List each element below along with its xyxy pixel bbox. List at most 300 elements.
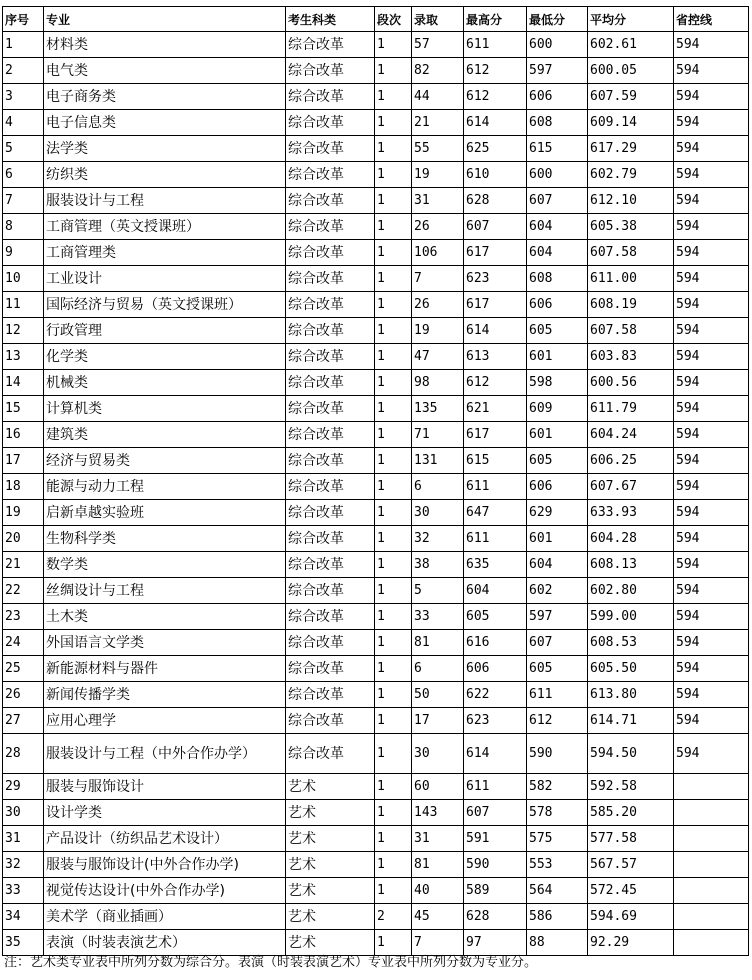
table-cell: 14 xyxy=(3,370,44,396)
table-cell: 599.00 xyxy=(588,604,674,630)
table-row xyxy=(3,266,749,292)
table-cell: 600.56 xyxy=(588,370,674,396)
table-cell: 607 xyxy=(464,800,527,826)
table-cell: 625 xyxy=(464,136,527,162)
table-cell: 31 xyxy=(3,826,44,852)
table-cell: 1 xyxy=(375,58,412,84)
table-cell: 131 xyxy=(412,448,464,474)
table-cell: 7 xyxy=(412,266,464,292)
table-cell: 594 xyxy=(674,500,749,526)
table-cell: 92.29 xyxy=(588,930,674,956)
table-cell: 606.25 xyxy=(588,448,674,474)
table-cell: 艺术 xyxy=(286,826,375,852)
table-cell: 服装与服饰设计(中外合作办学) xyxy=(44,852,286,878)
table-cell: 143 xyxy=(412,800,464,826)
table-cell: 594 xyxy=(674,630,749,656)
table-cell: 607 xyxy=(527,188,588,214)
table-cell: 1 xyxy=(375,266,412,292)
table-cell: 32 xyxy=(3,852,44,878)
table-cell: 艺术 xyxy=(286,800,375,826)
table-cell: 606 xyxy=(527,292,588,318)
table-cell: 5 xyxy=(3,136,44,162)
table-cell: 工业设计 xyxy=(44,266,286,292)
table-cell: 艺术 xyxy=(286,930,375,956)
table-cell: 1 xyxy=(375,656,412,682)
table-cell: 8 xyxy=(3,214,44,240)
table-cell: 1 xyxy=(375,292,412,318)
table-cell: 综合改革 xyxy=(286,292,375,318)
table-row xyxy=(3,682,749,708)
table-cell: 综合改革 xyxy=(286,422,375,448)
table-cell: 综合改革 xyxy=(286,32,375,58)
table-cell: 纺织类 xyxy=(44,162,286,188)
table-cell: 611 xyxy=(464,774,527,800)
table-cell: 23 xyxy=(3,604,44,630)
table-cell: 20 xyxy=(3,526,44,552)
table-cell: 丝绸设计与工程 xyxy=(44,578,286,604)
table-cell: 28 xyxy=(3,734,44,774)
table-cell: 605.50 xyxy=(588,656,674,682)
table-cell: 600 xyxy=(527,162,588,188)
table-cell: 601 xyxy=(527,422,588,448)
column-header: 考生科类 xyxy=(286,7,375,32)
table-cell: 综合改革 xyxy=(286,318,375,344)
table-cell: 594 xyxy=(674,214,749,240)
table-cell: 594 xyxy=(674,552,749,578)
table-cell: 30 xyxy=(412,500,464,526)
table-row xyxy=(3,526,749,552)
table-row xyxy=(3,110,749,136)
table-cell: 594 xyxy=(674,448,749,474)
table-cell: 608.13 xyxy=(588,552,674,578)
table-row xyxy=(3,878,749,904)
table-cell: 572.45 xyxy=(588,878,674,904)
table-cell: 609 xyxy=(527,396,588,422)
table-cell: 6 xyxy=(412,474,464,500)
table-cell: 594 xyxy=(674,734,749,774)
table-row xyxy=(3,800,749,826)
table-cell: 97 xyxy=(464,930,527,956)
table-cell: 31 xyxy=(412,188,464,214)
table-cell: 启新卓越实验班 xyxy=(44,500,286,526)
table-cell: 生物科学类 xyxy=(44,526,286,552)
table-cell: 综合改革 xyxy=(286,500,375,526)
table-cell: 24 xyxy=(3,630,44,656)
table-cell: 1 xyxy=(375,474,412,500)
table-cell: 30 xyxy=(412,734,464,774)
table-cell: 635 xyxy=(464,552,527,578)
table-cell: 综合改革 xyxy=(286,84,375,110)
table-row xyxy=(3,84,749,110)
table-row xyxy=(3,188,749,214)
table-header xyxy=(3,7,749,32)
table-cell: 1 xyxy=(375,604,412,630)
table-cell: 612 xyxy=(464,370,527,396)
table-cell: 628 xyxy=(464,904,527,930)
table-cell: 600.05 xyxy=(588,58,674,84)
table-row xyxy=(3,630,749,656)
table-cell: 606 xyxy=(527,474,588,500)
table-cell: 590 xyxy=(464,852,527,878)
table-cell: 60 xyxy=(412,774,464,800)
table-cell: 35 xyxy=(3,930,44,956)
table-cell: 综合改革 xyxy=(286,578,375,604)
table-cell: 594 xyxy=(674,240,749,266)
table-cell: 604 xyxy=(527,552,588,578)
table-cell: 607.59 xyxy=(588,84,674,110)
table-cell: 建筑类 xyxy=(44,422,286,448)
table-cell: 综合改革 xyxy=(286,370,375,396)
table-cell: 国际经济与贸易（英文授课班） xyxy=(44,292,286,318)
table-cell: 1 xyxy=(375,682,412,708)
table-cell: 31 xyxy=(412,826,464,852)
table-cell: 10 xyxy=(3,266,44,292)
table-cell: 617 xyxy=(464,240,527,266)
table-cell: 610 xyxy=(464,162,527,188)
table-cell: 1 xyxy=(375,800,412,826)
table-cell: 135 xyxy=(412,396,464,422)
table-row xyxy=(3,734,749,774)
table-cell: 综合改革 xyxy=(286,266,375,292)
table-cell: 产品设计（纺织品艺术设计） xyxy=(44,826,286,852)
table-cell: 604 xyxy=(527,214,588,240)
table-cell: 578 xyxy=(527,800,588,826)
table-cell: 629 xyxy=(527,500,588,526)
table-cell: 594 xyxy=(674,110,749,136)
table-cell: 611 xyxy=(464,474,527,500)
table-cell: 605 xyxy=(464,604,527,630)
table-cell: 26 xyxy=(412,292,464,318)
table-row xyxy=(3,370,749,396)
table-cell: 33 xyxy=(412,604,464,630)
table-cell: 综合改革 xyxy=(286,448,375,474)
table-cell: 603.83 xyxy=(588,344,674,370)
table-cell: 6 xyxy=(412,656,464,682)
table-cell: 30 xyxy=(3,800,44,826)
table-cell: 81 xyxy=(412,852,464,878)
table-cell: 综合改革 xyxy=(286,552,375,578)
table-cell: 27 xyxy=(3,708,44,734)
table-cell: 605 xyxy=(527,656,588,682)
table-cell: 106 xyxy=(412,240,464,266)
table-cell: 594 xyxy=(674,682,749,708)
table-cell: 32 xyxy=(412,526,464,552)
table-cell: 614 xyxy=(464,110,527,136)
table-cell: 计算机类 xyxy=(44,396,286,422)
table-cell: 1 xyxy=(375,734,412,774)
table-cell: 工商管理类 xyxy=(44,240,286,266)
table-cell: 594 xyxy=(674,708,749,734)
table-cell: 594.50 xyxy=(588,734,674,774)
table-cell: 607.58 xyxy=(588,240,674,266)
table-cell: 602.80 xyxy=(588,578,674,604)
table-cell: 应用心理学 xyxy=(44,708,286,734)
table-cell: 1 xyxy=(375,370,412,396)
table-cell: 604.24 xyxy=(588,422,674,448)
table-cell: 594 xyxy=(674,318,749,344)
footnote: 注：艺术类专业表中所列分数为综合分。表演（时装表演艺术）专业表中所列分数为专业分。 xyxy=(4,955,538,970)
table-cell: 609.14 xyxy=(588,110,674,136)
table-cell: 608 xyxy=(527,266,588,292)
table-cell: 647 xyxy=(464,500,527,526)
table-cell: 594 xyxy=(674,396,749,422)
table-cell: 594 xyxy=(674,84,749,110)
table-cell: 1 xyxy=(375,136,412,162)
table-cell: 33 xyxy=(3,878,44,904)
table-cell: 2 xyxy=(375,904,412,930)
table-cell: 综合改革 xyxy=(286,136,375,162)
table-cell: 5 xyxy=(412,578,464,604)
table-cell: 16 xyxy=(3,422,44,448)
table-cell: 612 xyxy=(527,708,588,734)
table-cell: 19 xyxy=(412,162,464,188)
column-header: 序号 xyxy=(3,7,44,32)
table-cell: 美术学（商业插画） xyxy=(44,904,286,930)
table-cell: 1 xyxy=(375,826,412,852)
table-cell: 1 xyxy=(375,32,412,58)
table-cell: 1 xyxy=(375,930,412,956)
table-cell: 艺术 xyxy=(286,904,375,930)
table-row xyxy=(3,422,749,448)
table-row xyxy=(3,774,749,800)
table-cell: 617 xyxy=(464,422,527,448)
column-header: 段次 xyxy=(375,7,412,32)
table-row xyxy=(3,162,749,188)
table-cell: 608.19 xyxy=(588,292,674,318)
table-cell: 材料类 xyxy=(44,32,286,58)
table-cell: 艺术 xyxy=(286,852,375,878)
table-row xyxy=(3,852,749,878)
table-cell: 土木类 xyxy=(44,604,286,630)
table-cell: 607.58 xyxy=(588,318,674,344)
table-cell: 1 xyxy=(375,630,412,656)
table-cell: 能源与动力工程 xyxy=(44,474,286,500)
table-cell: 604.28 xyxy=(588,526,674,552)
table-cell: 艺术 xyxy=(286,774,375,800)
table-cell: 综合改革 xyxy=(286,656,375,682)
table-row xyxy=(3,578,749,604)
table-row xyxy=(3,318,749,344)
table-cell: 34 xyxy=(3,904,44,930)
table-cell: 594 xyxy=(674,370,749,396)
table-cell: 594 xyxy=(674,32,749,58)
table-cell: 617 xyxy=(464,292,527,318)
table-cell: 21 xyxy=(412,110,464,136)
table-row xyxy=(3,500,749,526)
table-row xyxy=(3,604,749,630)
table-cell: 614.71 xyxy=(588,708,674,734)
table-cell xyxy=(674,800,749,826)
table-cell: 628 xyxy=(464,188,527,214)
table-cell: 4 xyxy=(3,110,44,136)
table-cell: 577.58 xyxy=(588,826,674,852)
table-cell: 604 xyxy=(527,240,588,266)
table-cell: 机械类 xyxy=(44,370,286,396)
table-cell: 1 xyxy=(375,84,412,110)
table-cell: 6 xyxy=(3,162,44,188)
table-row xyxy=(3,904,749,930)
table-cell: 597 xyxy=(527,58,588,84)
table-body xyxy=(3,32,749,956)
table-cell: 29 xyxy=(3,774,44,800)
table-cell: 594 xyxy=(674,292,749,318)
table-cell: 594.69 xyxy=(588,904,674,930)
table-cell: 71 xyxy=(412,422,464,448)
table-cell: 1 xyxy=(375,578,412,604)
table-cell: 594 xyxy=(674,604,749,630)
table-cell: 18 xyxy=(3,474,44,500)
table-cell: 605.38 xyxy=(588,214,674,240)
table-cell: 590 xyxy=(527,734,588,774)
table-cell: 综合改革 xyxy=(286,682,375,708)
table-cell: 1 xyxy=(375,318,412,344)
admission-scores-table xyxy=(2,6,749,956)
table-cell: 600 xyxy=(527,32,588,58)
table-row xyxy=(3,214,749,240)
table-cell: 1 xyxy=(375,188,412,214)
table-cell: 553 xyxy=(527,852,588,878)
table-cell: 服装设计与工程（中外合作办学） xyxy=(44,734,286,774)
table-cell: 598 xyxy=(527,370,588,396)
table-cell: 614 xyxy=(464,318,527,344)
table-cell: 608 xyxy=(527,110,588,136)
table-cell: 3 xyxy=(3,84,44,110)
table-cell: 2 xyxy=(3,58,44,84)
table-cell: 594 xyxy=(674,136,749,162)
table-cell: 1 xyxy=(375,344,412,370)
table-cell: 611.00 xyxy=(588,266,674,292)
table-row xyxy=(3,32,749,58)
table-cell: 7 xyxy=(3,188,44,214)
table-cell xyxy=(674,878,749,904)
table-cell: 622 xyxy=(464,682,527,708)
header-row xyxy=(3,7,749,32)
table-cell: 电子商务类 xyxy=(44,84,286,110)
column-header: 省控线 xyxy=(674,7,749,32)
table-cell: 57 xyxy=(412,32,464,58)
table-cell: 表演（时装表演艺术） xyxy=(44,930,286,956)
table-cell: 594 xyxy=(674,344,749,370)
table-cell: 1 xyxy=(375,422,412,448)
table-cell: 594 xyxy=(674,188,749,214)
table-cell: 606 xyxy=(464,656,527,682)
table-cell: 综合改革 xyxy=(286,474,375,500)
table-cell: 607 xyxy=(527,630,588,656)
table-cell: 607.67 xyxy=(588,474,674,500)
table-row xyxy=(3,708,749,734)
table-cell: 606 xyxy=(527,84,588,110)
table-cell: 594 xyxy=(674,58,749,84)
table-cell: 602 xyxy=(527,578,588,604)
table-cell: 19 xyxy=(412,318,464,344)
table-cell: 40 xyxy=(412,878,464,904)
table-cell: 602.61 xyxy=(588,32,674,58)
table-cell: 综合改革 xyxy=(286,188,375,214)
table-cell: 26 xyxy=(412,214,464,240)
table-cell: 新能源材料与器件 xyxy=(44,656,286,682)
table-cell: 7 xyxy=(412,930,464,956)
table-cell: 81 xyxy=(412,630,464,656)
table-cell: 1 xyxy=(375,552,412,578)
table-cell: 外国语言文学类 xyxy=(44,630,286,656)
table-cell: 1 xyxy=(375,774,412,800)
table-cell: 616 xyxy=(464,630,527,656)
table-cell: 17 xyxy=(412,708,464,734)
column-header: 平均分 xyxy=(588,7,674,32)
table-cell: 47 xyxy=(412,344,464,370)
table-cell: 604 xyxy=(464,578,527,604)
table-cell: 综合改革 xyxy=(286,526,375,552)
table-cell: 594 xyxy=(674,474,749,500)
table-cell: 综合改革 xyxy=(286,58,375,84)
table-row xyxy=(3,474,749,500)
table-cell: 589 xyxy=(464,878,527,904)
table-cell: 1 xyxy=(3,32,44,58)
table-cell: 586 xyxy=(527,904,588,930)
table-cell: 615 xyxy=(527,136,588,162)
table-cell xyxy=(674,904,749,930)
table-cell: 38 xyxy=(412,552,464,578)
table-cell: 工商管理（英文授课班） xyxy=(44,214,286,240)
table-cell xyxy=(674,826,749,852)
table-cell: 601 xyxy=(527,344,588,370)
table-cell: 594 xyxy=(674,526,749,552)
table-cell: 行政管理 xyxy=(44,318,286,344)
table-cell xyxy=(674,774,749,800)
table-cell: 601 xyxy=(527,526,588,552)
table-cell: 564 xyxy=(527,878,588,904)
table-cell: 综合改革 xyxy=(286,344,375,370)
table-cell: 594 xyxy=(674,162,749,188)
table-cell: 98 xyxy=(412,370,464,396)
table-row xyxy=(3,448,749,474)
table-cell: 综合改革 xyxy=(286,734,375,774)
table-cell: 法学类 xyxy=(44,136,286,162)
table-cell: 综合改革 xyxy=(286,630,375,656)
table-cell: 82 xyxy=(412,58,464,84)
table-cell: 611 xyxy=(464,32,527,58)
table-cell: 化学类 xyxy=(44,344,286,370)
table-cell: 608.53 xyxy=(588,630,674,656)
table-cell: 613.80 xyxy=(588,682,674,708)
table-cell: 611 xyxy=(527,682,588,708)
table-cell: 623 xyxy=(464,708,527,734)
table-row xyxy=(3,656,749,682)
table-cell: 1 xyxy=(375,110,412,136)
table-cell: 605 xyxy=(527,448,588,474)
table-row xyxy=(3,136,749,162)
table-cell xyxy=(674,930,749,956)
column-header: 最高分 xyxy=(464,7,527,32)
table-cell: 综合改革 xyxy=(286,604,375,630)
table-row xyxy=(3,396,749,422)
table-cell: 602.79 xyxy=(588,162,674,188)
table-cell: 数学类 xyxy=(44,552,286,578)
table-cell: 综合改革 xyxy=(286,162,375,188)
table-row xyxy=(3,826,749,852)
table-cell: 605 xyxy=(527,318,588,344)
table-cell: 612 xyxy=(464,58,527,84)
table-cell: 592.58 xyxy=(588,774,674,800)
table-cell: 612 xyxy=(464,84,527,110)
table-cell: 1 xyxy=(375,500,412,526)
table-cell: 621 xyxy=(464,396,527,422)
table-cell: 50 xyxy=(412,682,464,708)
table-cell: 综合改革 xyxy=(286,110,375,136)
table-row xyxy=(3,292,749,318)
table-cell: 613 xyxy=(464,344,527,370)
table-cell: 615 xyxy=(464,448,527,474)
